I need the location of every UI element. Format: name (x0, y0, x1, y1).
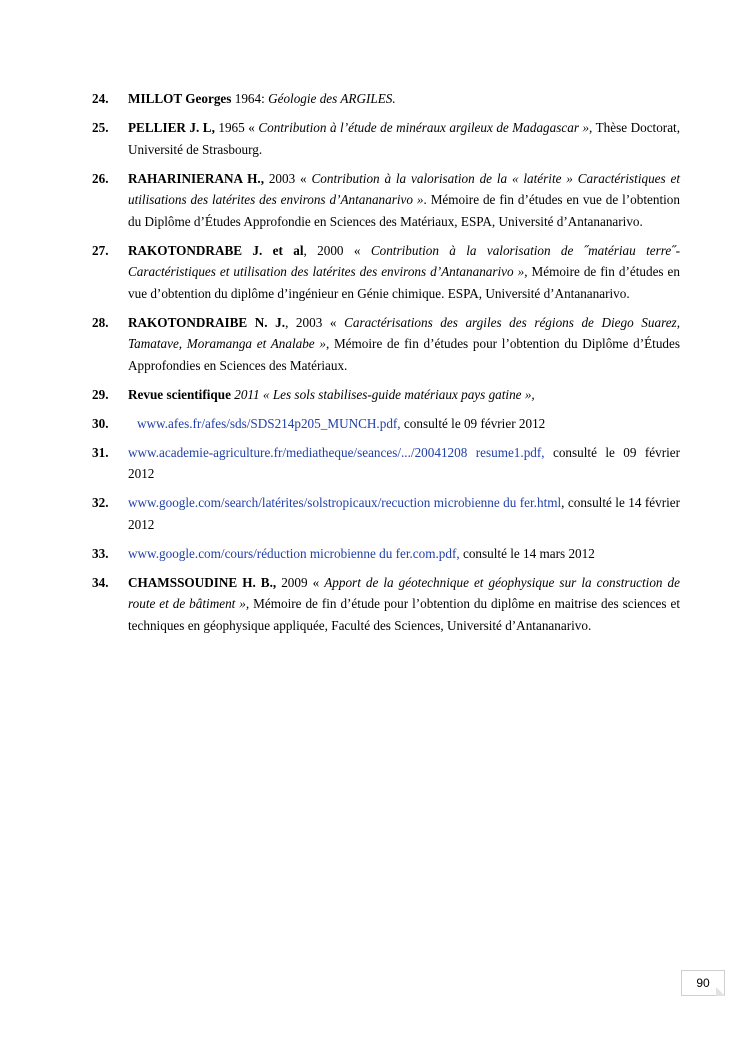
reference-item (92, 117, 680, 160)
reference-title: Géologie des ARGILES. (268, 91, 396, 106)
reference-year: 2003 « (264, 170, 312, 186)
reference-item (92, 413, 680, 435)
reference-details: , Mémoire de fin d’études en vue d’obtention du diplôme d’ingénieur en Génie chimique. ESPA, Université d’Antananarivo. (128, 264, 680, 301)
reference-title: Contribution à la valorisation de ˝matériau terre˝-Caractéristiques et utilisation des latérites des environs d’Antananarivo » (128, 242, 681, 279)
page-curl (716, 987, 725, 996)
reference-title: Caractérisations des argiles des régions de Diego Suarez, Tamatave, Moramanga et Analabe » (128, 314, 680, 351)
reference-number: 25. (92, 120, 109, 135)
reference-title: 2011 « Les sols stabilises-guide matériaux pays gatine », (230, 386, 535, 402)
reference-title: Contribution à l’étude de minéraux argileux de Madagascar », (258, 120, 593, 135)
reference-item (92, 492, 680, 535)
reference-link[interactable]: www.google.com/search/latérites/solstropicaux/recuction microbienne du fer.html (128, 495, 562, 510)
page-number: 90 (696, 976, 710, 990)
reference-year: 1965 « (214, 120, 259, 135)
reference-number: 34. (92, 574, 109, 590)
reference-title: Contribution à la valorisation de la « latérite » Caractéristiques et utilisations des latérites des environs d’Antananarivo » (128, 170, 681, 207)
reference-item (92, 442, 680, 485)
reference-list (92, 88, 680, 644)
reference-year: , 2000 « (303, 242, 371, 258)
reference-author: MILLOT Georges (128, 91, 232, 106)
reference-number: 29. (92, 386, 109, 402)
reference-details: Thèse Doctorat, Université de Strasbourg. (128, 120, 681, 157)
reference-year: 1964: (231, 91, 269, 106)
reference-author: PELLIER J. L, (128, 120, 215, 135)
reference-author: RAKOTONDRAIBE N. J. (128, 314, 286, 330)
reference-item (92, 240, 680, 305)
reference-author: CHAMSSOUDINE H. B., (128, 574, 277, 590)
reference-number: 28. (92, 314, 109, 330)
reference-year: , 2003 « (285, 314, 345, 330)
reference-year: 2009 « (276, 574, 325, 590)
reference-details: consulté le 09 février 2012 (400, 415, 546, 431)
reference-item (92, 572, 680, 637)
reference-details: , consulté le 14 février 2012 (128, 495, 680, 532)
reference-number: 30. (92, 415, 109, 431)
reference-number: 31. (92, 444, 109, 460)
reference-details: , Mémoire de fin d’études pour l’obtention du Diplôme d’Études Approfondies en Sciences des Matériaux. (128, 336, 680, 373)
reference-details: consulté le 09 février 2012 (128, 444, 680, 481)
reference-item (92, 543, 680, 565)
reference-author: RAKOTONDRABE J. et al (128, 242, 304, 258)
page-number-box (681, 970, 725, 996)
reference-details: consulté le 14 mars 2012 (459, 545, 595, 561)
reference-author: Revue scientifique (128, 386, 231, 402)
reference-number: 32. (92, 495, 109, 510)
reference-item (92, 88, 680, 110)
reference-details: . Mémoire de fin d’études en vue de l’obtention du Diplôme d’Études Approfondie en Sciences des Matériaux, ESPA, Université d’Antananarivo. (128, 192, 680, 229)
reference-item (92, 312, 680, 377)
reference-item (92, 384, 680, 406)
reference-number: 27. (92, 242, 109, 258)
reference-number: 33. (92, 545, 109, 561)
reference-item (92, 168, 680, 233)
reference-link[interactable]: www.academie-agriculture.fr/mediatheque/seances/.../20041208 resume1.pdf, (128, 444, 545, 460)
reference-number: 26. (92, 170, 109, 186)
reference-title: Apport de la géotechnique et géophysique sur la construction de route et de bâtiment », (128, 574, 680, 611)
reference-details: Mémoire de fin d’étude pour l’obtention du diplôme en maitrise des sciences et techniques en géophysique appliquée, Faculté des Sciences, Université d’Antananarivo. (128, 596, 680, 633)
reference-link[interactable]: www.google.com/cours/réduction microbienne du fer.com.pdf, (128, 545, 460, 561)
reference-number: 24. (92, 91, 109, 106)
reference-author: RAHARINIERANA H., (128, 170, 264, 186)
reference-link[interactable]: www.afes.fr/afes/sds/SDS214p205_MUNCH.pdf, (137, 415, 401, 431)
